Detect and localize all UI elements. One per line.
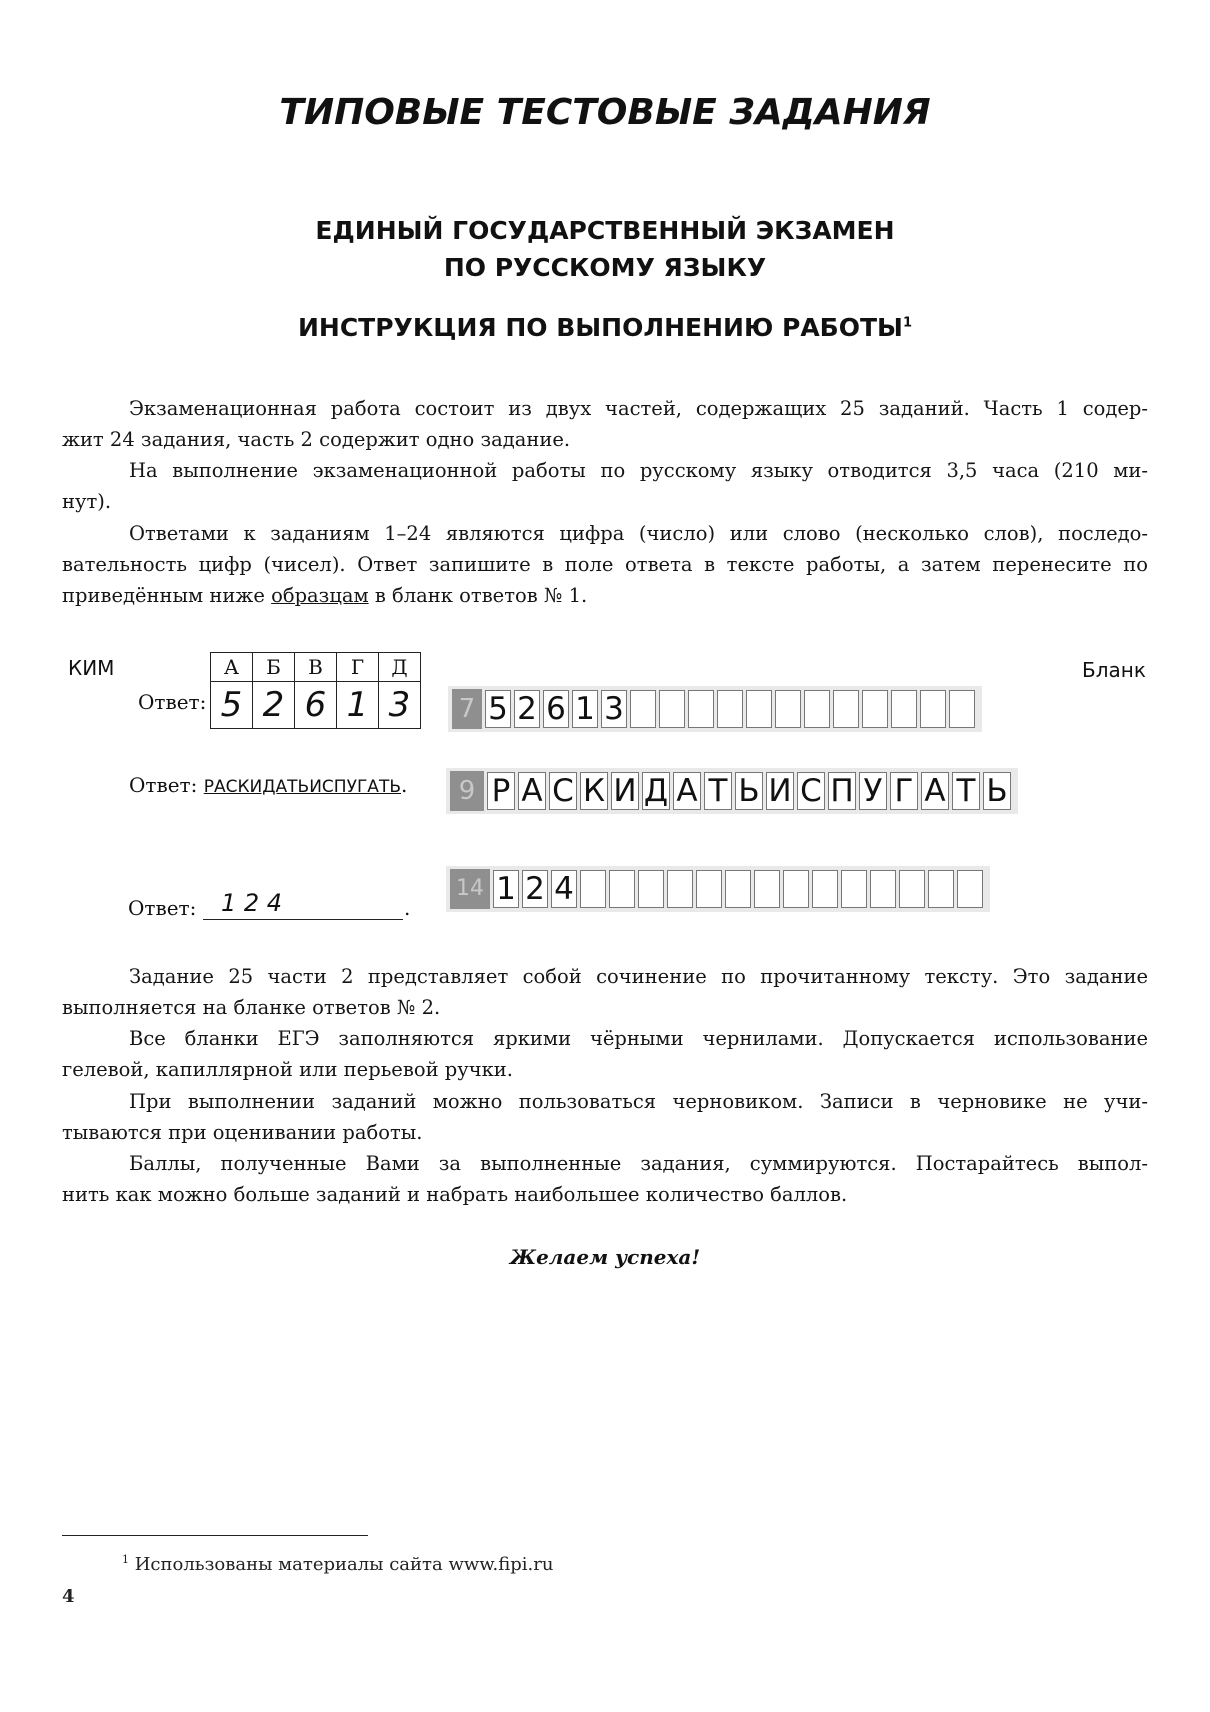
blank-row-cells xyxy=(485,690,978,728)
blank-cell xyxy=(783,870,809,908)
blank-cell: И xyxy=(611,772,639,810)
blank-cell: 6 xyxy=(543,690,569,728)
blank-cell: Г xyxy=(890,772,918,810)
answer-label-3: Ответ: xyxy=(128,896,197,920)
blank-cell: К xyxy=(580,772,608,810)
blank-row-number: 14 xyxy=(450,869,490,909)
blank-cell xyxy=(833,690,859,728)
table-value-cell: 2 xyxy=(253,682,295,729)
blank-row-1 xyxy=(448,686,982,732)
answer-2-period: . xyxy=(401,773,408,797)
blank-row-number: 9 xyxy=(450,771,484,811)
blank-row-3 xyxy=(446,866,990,912)
table-header-cell: Г xyxy=(337,653,379,682)
text-line: На выполнение экзаменационной работы по русскому языку отводится 3,5 часа (210 ми- xyxy=(129,459,1148,482)
blank-cell xyxy=(920,690,946,728)
blank-cell xyxy=(928,870,954,908)
blank-cell: У xyxy=(859,772,887,810)
table-value-cell: 1 xyxy=(337,682,379,729)
blank-cell: 2 xyxy=(514,690,540,728)
rules-paragraph-1 xyxy=(62,961,1148,1023)
footnote xyxy=(122,1553,553,1575)
blank-cell xyxy=(891,690,917,728)
rules-paragraph-3 xyxy=(62,1086,1148,1148)
blank-row-number: 7 xyxy=(452,689,482,729)
rules-paragraph-2 xyxy=(62,1023,1148,1085)
blank-cell: 1 xyxy=(493,870,519,908)
answer-label-2: Ответ: xyxy=(129,773,198,797)
blank-cell xyxy=(717,690,743,728)
samples-link: образцам xyxy=(271,584,369,607)
intro-paragraph-2 xyxy=(62,455,1148,517)
blank-cell xyxy=(775,690,801,728)
blank-cell xyxy=(841,870,867,908)
rules-paragraph-4 xyxy=(62,1148,1148,1210)
text-line: гелевой, капиллярной или перьевой ручки. xyxy=(62,1058,513,1081)
blank-cell xyxy=(804,690,830,728)
text-segment: в бланк ответов № 1. xyxy=(368,584,588,607)
blank-cell xyxy=(696,870,722,908)
answer-2 xyxy=(129,773,407,797)
exam-title-line1: ЕДИНЫЙ ГОСУДАРСТВЕННЫЙ ЭКЗАМЕН xyxy=(315,216,895,245)
table-header-cell: А xyxy=(211,653,253,682)
instruction-footnote-mark: 1 xyxy=(902,315,912,331)
closing-text: Желаем успеха! xyxy=(509,1245,701,1269)
answer-label-1: Ответ: xyxy=(138,690,207,714)
blank-cell xyxy=(659,690,685,728)
text-line: Задание 25 части 2 представляет собой сочинение по прочитанному тексту. Это задание xyxy=(129,965,1148,988)
blank-cell xyxy=(949,690,975,728)
blank-cell: 4 xyxy=(551,870,577,908)
instruction-title-text: ИНСТРУКЦИЯ ПО ВЫПОЛНЕНИЮ РАБОТЫ xyxy=(297,313,903,342)
text-line: тываются при оценивании работы. xyxy=(62,1121,423,1144)
intro-paragraph-3 xyxy=(62,518,1148,611)
blank-cell xyxy=(609,870,635,908)
table-header-cell: Б xyxy=(253,653,295,682)
blank-cell: Т xyxy=(704,772,732,810)
blank-cell: И xyxy=(766,772,794,810)
blank-cell: С xyxy=(797,772,825,810)
blank-cell xyxy=(899,870,925,908)
blank-cell xyxy=(667,870,693,908)
answer-3-period: . xyxy=(404,896,411,920)
kim-label: КИМ xyxy=(68,656,115,680)
blank-cell xyxy=(870,870,896,908)
table-value-cell: 6 xyxy=(295,682,337,729)
intro-paragraph-1 xyxy=(62,393,1148,455)
main-title: ТИПОВЫЕ ТЕСТОВЫЕ ЗАДАНИЯ xyxy=(279,92,931,133)
text-line: вательность цифр (чисел). Ответ запишите в поле ответа в тексте работы, а затем перенесите по xyxy=(62,553,1148,576)
blank-cell: Т xyxy=(952,772,980,810)
answer-3-line xyxy=(203,889,403,920)
table-header-cell: В xyxy=(295,653,337,682)
text-line: нут). xyxy=(62,490,112,513)
instruction-title xyxy=(0,313,1210,342)
blank-cell xyxy=(862,690,888,728)
blank-cell xyxy=(580,870,606,908)
text-line: Баллы, полученные Вами за выполненные задания, суммируются. Постарайтесь выпол- xyxy=(129,1152,1148,1175)
blank-row-cells xyxy=(487,772,1014,810)
footnote-mark: 1 xyxy=(122,1553,129,1566)
blank-cell: Ь xyxy=(983,772,1011,810)
text-line: выполняется на бланке ответов № 2. xyxy=(62,996,441,1019)
text-line: жит 24 задания, часть 2 содержит одно задание. xyxy=(62,428,571,451)
blank-cell xyxy=(957,870,983,908)
blank-cell: Д xyxy=(643,773,669,809)
text-line: Экзаменационная работа состоит из двух частей, содержащих 25 заданий. Часть 1 содер- xyxy=(129,397,1148,420)
blank-cell: А xyxy=(673,772,701,810)
blank-cell: 2 xyxy=(522,870,548,908)
footnote-divider xyxy=(62,1535,368,1536)
blank-cell: Р xyxy=(487,772,515,810)
blank-cell: А xyxy=(921,772,949,810)
blank-cell xyxy=(630,690,656,728)
blank-cell xyxy=(638,870,664,908)
blank-row-cells xyxy=(493,870,986,908)
blank-cell: П xyxy=(828,772,856,810)
blank-cell: 1 xyxy=(572,690,598,728)
blank-cell xyxy=(746,690,772,728)
kim-answer-table xyxy=(210,652,421,729)
blank-cell: 3 xyxy=(601,690,627,728)
blank-row-2 xyxy=(446,768,1018,814)
blank-cell: 5 xyxy=(485,690,511,728)
table-value-cell: 5 xyxy=(211,682,253,729)
blank-cell xyxy=(725,870,751,908)
blank-cell: А xyxy=(518,772,546,810)
text-line: При выполнении заданий можно пользоваться черновиком. Записи в черновике не учи- xyxy=(129,1090,1148,1113)
blank-cell xyxy=(688,690,714,728)
text-line: нить как можно больше заданий и набрать наибольшее количество баллов. xyxy=(62,1183,848,1206)
text-line: Ответами к заданиям 1–24 являются цифра (число) или слово (несколько слов), последо- xyxy=(129,522,1148,545)
text-line xyxy=(62,580,1148,611)
blank-cell: С xyxy=(549,772,577,810)
text-segment: приведённым ниже xyxy=(62,584,272,607)
table-value-cell: 3 xyxy=(379,682,421,729)
page-number: 4 xyxy=(62,1586,75,1607)
blank-cell xyxy=(754,870,780,908)
answer-3-value: 1 2 4 xyxy=(221,889,283,917)
text-line: Все бланки ЕГЭ заполняются яркими чёрными чернилами. Допускается использование xyxy=(129,1027,1148,1050)
footnote-text: Использованы материалы сайта www.fipi.ru xyxy=(134,1554,554,1575)
blank-cell xyxy=(812,870,838,908)
exam-title-line2: ПО РУССКОМУ ЯЗЫКУ xyxy=(443,253,767,282)
answer-2-value: РАСКИДАТЬИСПУГАТЬ xyxy=(203,777,401,797)
table-header-cell: Д xyxy=(379,653,421,682)
blank-cell: Ь xyxy=(735,772,763,810)
blank-label: Бланк xyxy=(1082,658,1146,682)
